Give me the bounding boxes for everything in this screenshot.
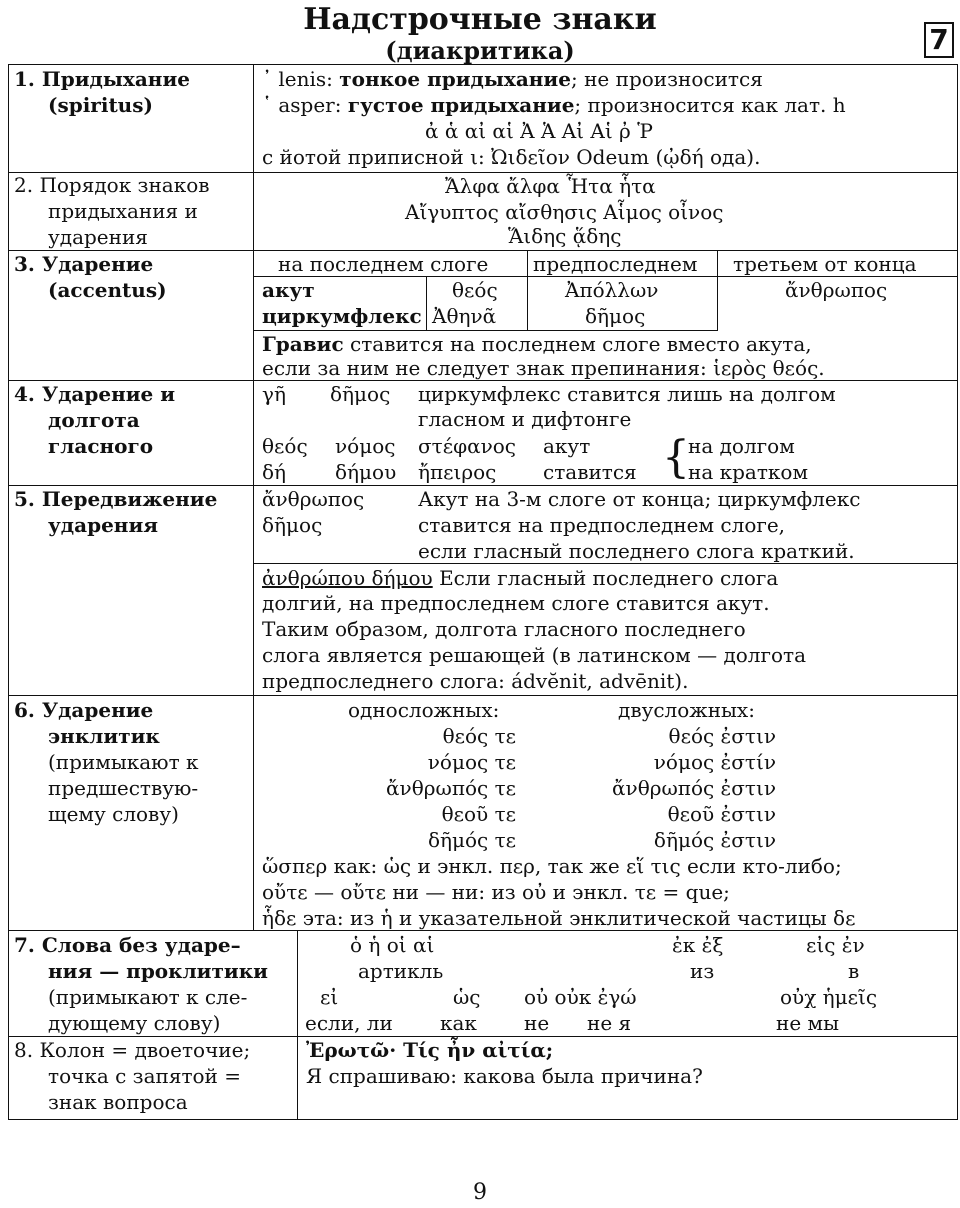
section-4-label: гласного [48, 434, 154, 458]
accent-shift-rule: долгий, на предпоследнем слоге ставится акут. [262, 591, 770, 615]
punctuation-translation: Я спрашиваю: какова была причина? [306, 1064, 703, 1088]
accent-shift-example: ἄνθρωπος [262, 487, 365, 511]
section-3-label: (accentus) [48, 278, 167, 302]
enclitic-example: θεοῦ ἐστιν [667, 802, 776, 826]
accent-shift-rule: предпоследнего слога: ádvĕnit, advēnit). [262, 669, 689, 693]
proclitic-translation: как [440, 1011, 477, 1035]
proclitic-translation: в [848, 959, 860, 983]
disyllabic-header: двусложных: [618, 698, 755, 722]
accent-position-header: на последнем слоге [278, 252, 489, 276]
subtable-divider [527, 250, 528, 330]
proclitic-translation: из [690, 959, 715, 983]
page-number: 9 [473, 1180, 487, 1205]
akut-term: акут [262, 278, 315, 302]
proclitic-example: ὁ ἡ οἱ αἱ [350, 933, 435, 957]
chapter-number-box: 7 [924, 22, 954, 58]
proclitic-translation: не [524, 1011, 550, 1035]
section-1-label: (spiritus) [48, 93, 153, 117]
akut-example: ἄνθρωπος [785, 278, 888, 302]
accent-position-header: предпоследнем [533, 252, 698, 276]
akut-example: θεός [262, 434, 308, 458]
section-6-label: энклитик [48, 724, 160, 748]
section-7-label: 7. Слова без ударе– [14, 933, 241, 957]
accent-shift-rule: ἀνθρώπου δήμου Если гласный последнего слога [262, 566, 779, 590]
proclitic-translation: не я [587, 1011, 632, 1035]
circumflex-term: циркумфлекс [262, 304, 422, 328]
gravis-line: если за ним не следует знак препинания: ἱερὸς θεός. [262, 356, 825, 380]
akut-example: δήμου [335, 460, 397, 484]
akut-example: θεός [452, 278, 498, 302]
akut-example: Ἀπόλλων [565, 278, 659, 302]
akut-rule: акут [543, 434, 591, 458]
proclitic-example: εἰ [320, 985, 339, 1009]
proclitic-translation: артикль [358, 959, 444, 983]
page-title: Надстрочные знаки [303, 2, 657, 37]
enclitic-note: οὔτε — οὔτε ни — ни: из οὐ и энкл. τε = que; [262, 880, 730, 904]
section-2-label: придыхания и [48, 199, 198, 223]
proclitic-example: εἰς ἐν [806, 933, 865, 957]
accent-shift-rule: если гласный последнего слога краткий. [418, 539, 855, 563]
circumflex-rule: гласном и дифтонге [418, 407, 632, 431]
enclitic-example: νόμος ἐστίν [653, 750, 776, 774]
akut-example: νόμος [335, 434, 396, 458]
long-vowel-example: δῆμος [330, 382, 391, 406]
section-6-label: щему слову) [48, 802, 179, 826]
breathing-examples: ἀ ἁ αἰ αἱ Ἀ Ἁ Αἰ Αἱ ῤ Ῥ [425, 119, 653, 143]
accent-shift-rule: Акут на 3-м слоге от конца; циркумфлекс [418, 487, 861, 511]
proclitic-translation: если, ли [305, 1011, 393, 1035]
section-7-label: ния — проклитики [48, 959, 269, 983]
section-4-label: 4. Ударение и [14, 382, 176, 406]
circumflex-example: Ἀθηνᾶ [432, 304, 497, 328]
section-6-label: 6. Ударение [14, 698, 154, 722]
enclitic-example: δῆμός τε [427, 828, 516, 852]
section-6-label: (примыкают к [48, 750, 199, 774]
enclitic-note: ὥσπερ как: ὡς и энкл. περ, так же εἵ τις если кто-либо; [262, 854, 842, 878]
proclitic-example: οὐχ ἡμεῖς [780, 985, 878, 1009]
enclitic-example: θεός ἐστιν [668, 724, 776, 748]
iota-subscript-line: с йотой приписной ι: Ὠιδεῖον Odeum (ᾠδή ода). [262, 145, 761, 169]
circumflex-rule: циркумфлекс ставится лишь на долгом [418, 382, 836, 406]
accent-position-header: третьем от конца [733, 252, 917, 276]
akut-rule: на долгом [688, 434, 795, 458]
accent-shift-rule: Таким образом, долгота гласного последнего [262, 617, 746, 641]
section-8-label: знак вопроса [48, 1090, 188, 1114]
section-5-label: 5. Передвижение [14, 487, 218, 511]
section-3-label: 3. Ударение [14, 252, 154, 276]
accent-shift-example: δῆμος [262, 513, 323, 537]
proclitic-example: ἐκ ἐξ [672, 933, 724, 957]
order-examples: Ἅιδης ᾅδης [508, 224, 622, 248]
akut-example: δή [262, 460, 287, 484]
section-7-label: (примыкают к сле- [48, 985, 248, 1009]
column-divider [253, 64, 254, 930]
proclitic-translation: не мы [776, 1011, 839, 1035]
accent-shift-rule: ставится на предпоследнем слоге, [418, 513, 786, 537]
section-8-label: 8. Колон = двоеточие; [14, 1038, 251, 1062]
order-examples: Ἄλφα ἄλφα Ἧτα ἧτα [445, 174, 656, 198]
gravis-line: Гравис ставится на последнем слоге вместо акута, [262, 332, 812, 356]
akut-rule: ставится [543, 460, 637, 484]
section-5-label: ударения [48, 513, 159, 537]
section-4-label: долгота [48, 408, 140, 432]
subtable-divider [426, 276, 427, 330]
enclitic-example: ἄνθρωπός ἐστιν [612, 776, 776, 800]
subtable-divider [717, 250, 718, 330]
long-vowel-example: γῆ [262, 382, 286, 406]
proclitic-example: ὡς [453, 985, 481, 1009]
enclitic-example: θεοῦ τε [441, 802, 516, 826]
enclitic-example: θεός τε [442, 724, 516, 748]
circumflex-example: δῆμος [585, 304, 646, 328]
order-examples: Αἴγυπτος αἴσθησις Αἷμος οἶνος [405, 200, 724, 224]
monosyllabic-header: односложных: [348, 698, 500, 722]
section-7-label: дующему слову) [48, 1011, 221, 1035]
punctuation-example: Ἐρωτῶ· Τίς ἦν αἰτία; [306, 1038, 554, 1062]
proclitic-example: οὐ οὐκ ἐγώ [524, 985, 637, 1009]
section-8-label: точка с запятой = [48, 1064, 241, 1088]
page-subtitle: (диакритика) [385, 36, 575, 65]
enclitic-example: ἄνθρωπός τε [386, 776, 516, 800]
section-2-label: 2. Порядок знаков [14, 173, 210, 197]
section-1-label: 1. Придыхание [14, 67, 191, 91]
column-divider [297, 930, 298, 1120]
enclitic-note: ἧδε эта: из ἡ и указательной энклитической частицы δε [262, 906, 856, 930]
section-6-label: предшествую- [48, 776, 199, 800]
enclitic-example: νόμος τε [427, 750, 516, 774]
akut-example: στέφανος [418, 434, 516, 458]
accent-shift-rule: слога является решающей (в латинском — долгота [262, 643, 807, 667]
lenis-line: ᾿ lenis: тонкое придыхание; не произносится [262, 67, 763, 91]
enclitic-example: δῆμός ἐστιν [653, 828, 776, 852]
asper-line: ῾ asper: густое придыхание; произносится как лат. h [262, 93, 846, 117]
akut-rule: на кратком [688, 460, 808, 484]
row-divider [8, 695, 958, 696]
brace-icon: { [662, 432, 690, 483]
section-2-label: ударения [48, 225, 148, 249]
akut-example: ἤπειρος [418, 460, 497, 484]
